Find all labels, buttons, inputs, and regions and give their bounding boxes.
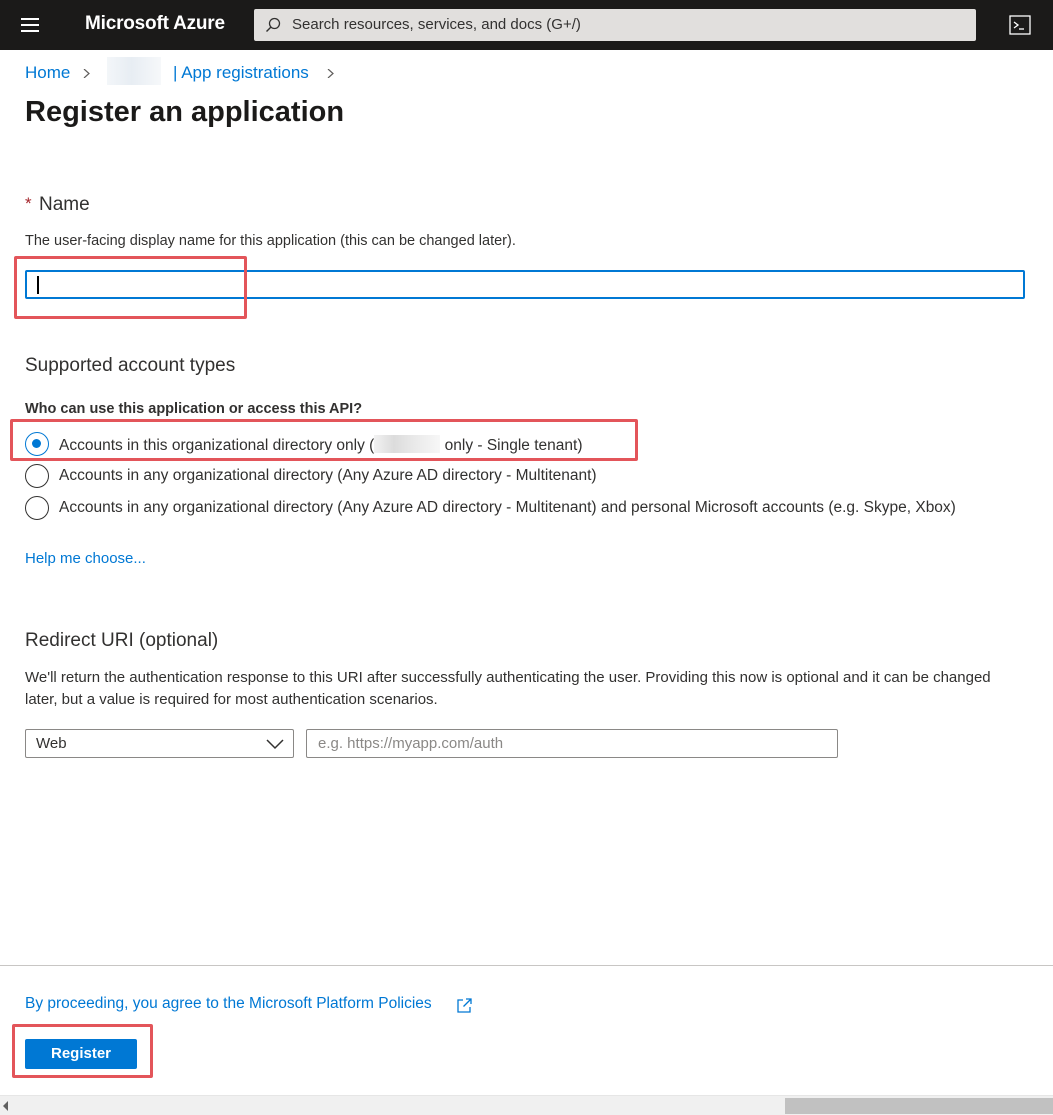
scroll-left-arrow-icon[interactable] [3, 1101, 8, 1111]
brand-title[interactable]: Microsoft Azure [85, 13, 225, 34]
platform-policies-link[interactable]: By proceeding, you agree to the Microsoft Platform Policies [25, 995, 432, 1012]
help-me-choose-link[interactable]: Help me choose... [25, 550, 146, 567]
radio-multitenant-personal[interactable] [25, 495, 1015, 521]
horizontal-scrollbar[interactable] [0, 1095, 1053, 1115]
register-button[interactable]: Register [25, 1039, 137, 1069]
chevron-right-icon [326, 69, 335, 78]
radio-multitenant[interactable] [25, 463, 645, 489]
radio-button[interactable] [25, 464, 49, 488]
footer-divider [0, 965, 1053, 966]
external-link-icon[interactable] [456, 997, 473, 1014]
redirect-uri-input[interactable] [306, 729, 838, 758]
text-caret [37, 276, 39, 294]
required-marker: * [25, 194, 32, 213]
radio-label-multitenant-personal: Accounts in any organizational directory (Any Azure AD directory - Multitenant) and personal Microsoft accounts (e.g. Skype, Xbox) [59, 499, 956, 516]
platform-select[interactable] [25, 729, 294, 758]
name-description: The user-facing display name for this application (this can be changed later). [25, 233, 516, 249]
breadcrumb-app-registrations[interactable]: | App registrations [173, 63, 309, 82]
redirect-uri-placeholder: e.g. https://myapp.com/auth [318, 735, 504, 752]
application-name-input[interactable] [25, 270, 1025, 299]
page-title: Register an application [25, 96, 345, 128]
redacted-directory-name [374, 435, 440, 453]
scrollbar-thumb[interactable] [785, 1098, 1053, 1114]
radio-button-checked[interactable] [25, 432, 49, 456]
platform-select-value: Web [36, 735, 67, 752]
radio-label-single-tenant: Accounts in this organizational directory only ( only - Single tenant) [59, 437, 583, 454]
cloud-shell-icon[interactable] [1008, 13, 1032, 37]
breadcrumb-home[interactable]: Home [25, 63, 71, 82]
search-placeholder: Search resources, services, and docs (G+/) [292, 16, 581, 33]
radio-single-tenant[interactable] [25, 431, 625, 457]
chevron-down-icon [266, 738, 284, 750]
top-bar [0, 0, 1053, 50]
redacted-tenant-name [107, 57, 161, 85]
search-icon [264, 16, 282, 34]
chevron-right-icon [82, 69, 91, 78]
hamburger-menu-icon[interactable] [21, 18, 39, 32]
redirect-uri-description: We'll return the authentication response to this URI after successfully authenticating the user. Providing this now is optional and it can be changed later, but a value is required for most authentication scenarios. [25, 669, 991, 708]
account-types-heading: Supported account types [25, 355, 236, 376]
global-search-box[interactable] [254, 9, 976, 41]
account-types-question: Who can use this application or access this API? [25, 401, 363, 417]
radio-button[interactable] [25, 496, 49, 520]
radio-label-multitenant: Accounts in any organizational directory (Any Azure AD directory - Multitenant) [59, 467, 597, 484]
name-label: Name [39, 194, 90, 215]
redirect-uri-heading: Redirect URI (optional) [25, 630, 219, 651]
